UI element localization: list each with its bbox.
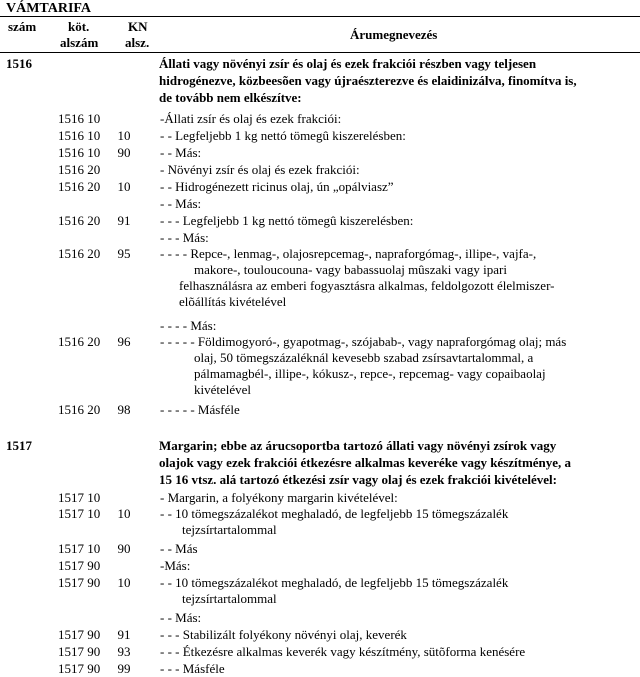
goods-description: olaj, 50 tömegszázaléknál kevesebb szabad zsírsavtartalommal, a: [194, 350, 534, 365]
heading-code: 1517: [6, 438, 32, 453]
goods-description: - Margarin, a folyékony margarin kivételével:: [160, 490, 398, 505]
vtsz-code: 1516 20: [58, 402, 101, 417]
heading-line: olajok vagy ezek frakciói étkezésre alkalmas keveréke vagy készítménye, a: [159, 455, 572, 470]
vtsz-code: 1517 90: [58, 558, 101, 573]
goods-description: - - - - - Másféle: [160, 402, 240, 417]
col-header-szam: szám: [8, 19, 37, 34]
vtsz-code: 1517 90: [58, 627, 101, 642]
goods-description: - - Más: [160, 541, 198, 556]
vtsz-code: 1517 90: [58, 661, 101, 676]
goods-description: - - Más:: [160, 196, 202, 211]
goods-description: - - Más:: [160, 610, 202, 625]
vtsz-code: 1516 20: [58, 162, 101, 177]
vtsz-code: 1516 20: [58, 334, 101, 349]
kn-subheading: 91: [117, 627, 131, 642]
kn-subheading: 91: [117, 213, 131, 228]
tariff-title: VÁMTARIFA: [6, 1, 92, 16]
goods-description: - - Legfeljebb 1 kg nettó tömegû kiszerelésben:: [160, 128, 406, 143]
vtsz-code: 1516 10: [58, 128, 101, 143]
vtsz-code: 1516 10: [58, 145, 101, 160]
kn-subheading: 90: [117, 145, 131, 160]
heading-line: hidrogénezve, közbeesõen vagy újraészterezve és elaidinizálva, finomítva is,: [159, 73, 577, 88]
kn-subheading: 99: [117, 661, 131, 676]
vtsz-code: 1517 10: [58, 490, 101, 505]
kn-subheading: 10: [117, 575, 131, 590]
vtsz-code: 1516 20: [58, 179, 101, 194]
goods-description: tejzsírtartalommal: [182, 591, 277, 606]
kn-subheading: 98: [117, 402, 131, 417]
heading-code: 1516: [6, 56, 32, 71]
goods-description: - - - Stabilizált folyékony növényi olaj, keverék: [160, 627, 407, 642]
heading-line: Margarin; ebbe az árucsoportba tartozó állati vagy növényi zsírok vagy: [159, 438, 557, 453]
kn-subheading: 96: [117, 334, 131, 349]
goods-description: - - 10 tömegszázalékot meghaladó, de legfeljebb 15 tömegszázalék: [160, 575, 509, 590]
kn-subheading: 95: [117, 246, 131, 261]
vtsz-code: 1517 90: [58, 644, 101, 659]
goods-description: -Állati zsír és olaj és ezek frakciói:: [160, 111, 342, 126]
col-header-kn: KN: [128, 19, 148, 34]
col-header-arumegnevezes: Árumegnevezés: [350, 27, 438, 42]
vtsz-code: 1517 10: [58, 541, 101, 556]
goods-description: - - Más:: [160, 145, 202, 160]
kn-subheading: 93: [117, 644, 131, 659]
header-rule-bottom: [0, 52, 640, 53]
goods-description: kivételével: [194, 382, 252, 397]
kn-subheading: 10: [117, 128, 131, 143]
heading-line: Állati vagy növényi zsír és olaj és ezek frakciói részben vagy teljesen: [159, 56, 537, 71]
goods-description: - - Hidrogénezett ricinus olaj, ún „opálviasz”: [160, 179, 394, 194]
kn-subheading: 10: [117, 179, 131, 194]
goods-description: - Növényi zsír és olaj és ezek frakciói:: [160, 162, 360, 177]
vtsz-code: 1517 10: [58, 506, 101, 521]
kn-subheading: 10: [117, 506, 131, 521]
vtsz-code: 1516 20: [58, 213, 101, 228]
goods-description: felhasználásra az emberi fogyasztásra alkalmas, feldolgozott élelmiszer-: [179, 278, 555, 293]
col-header-alszam: alszám: [60, 35, 99, 50]
goods-description: - - - - Repce-, lenmag-, olajosrepcemag-, napraforgómag-, illipe-, vajfa-,: [160, 246, 537, 261]
col-header-kot: köt.: [68, 19, 90, 34]
col-header-alsz: alsz.: [125, 35, 150, 50]
goods-description: - - 10 tömegszázalékot meghaladó, de legfeljebb 15 tömegszázalék: [160, 506, 509, 521]
goods-description: - - - - Más:: [160, 318, 217, 333]
vtsz-code: 1516 10: [58, 111, 101, 126]
goods-description: - - - Étkezésre alkalmas keverék vagy készítmény, sütõforma kenésére: [160, 644, 526, 659]
heading-line: de tovább nem elkészítve:: [159, 90, 302, 105]
header-rule-top: [0, 16, 640, 17]
goods-description: -Más:: [160, 558, 191, 573]
heading-line: 15 16 vtsz. alá tartozó étkezési zsír vagy olaj és ezek frakciói kivételével:: [159, 472, 557, 487]
goods-description: makore-, touloucouna- vagy babassuolaj mûszaki vagy ipari: [194, 262, 507, 277]
goods-description: - - - - - Földimogyoró-, gyapotmag-, szójabab-, vagy napraforgómag olaj; más: [160, 334, 567, 349]
goods-description: elõállítás kivételével: [179, 294, 287, 309]
vtsz-code: 1516 20: [58, 246, 101, 261]
goods-description: - - - Másféle: [160, 661, 225, 676]
goods-description: - - - Legfeljebb 1 kg nettó tömegû kiszerelésben:: [160, 213, 414, 228]
goods-description: - - - Más:: [160, 230, 209, 245]
goods-description: pálmamagbél-, illipe-, kókusz-, repce-, repcemag- vagy copaibaolaj: [194, 366, 546, 381]
vtsz-code: 1517 90: [58, 575, 101, 590]
goods-description: tejzsírtartalommal: [182, 522, 277, 537]
kn-subheading: 90: [117, 541, 131, 556]
